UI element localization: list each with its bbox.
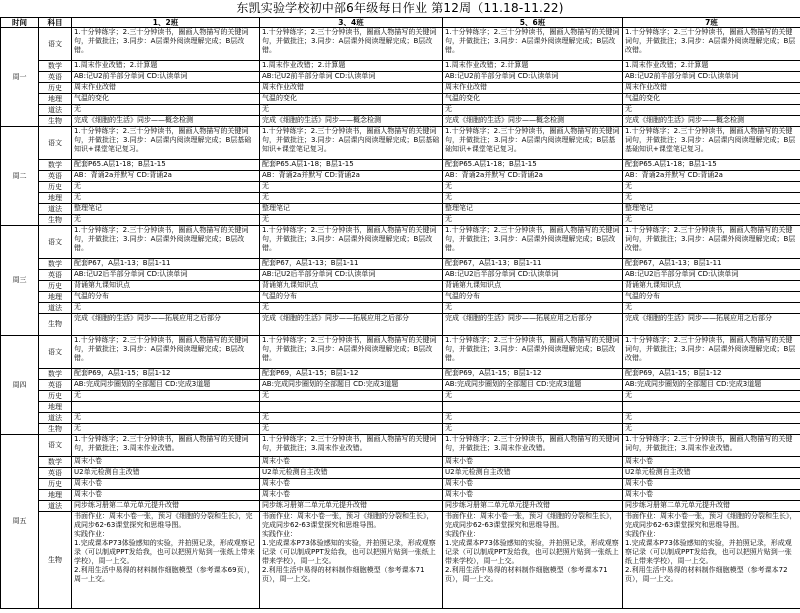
table-row [1,105,800,116]
homework-cell: 1.十分钟练字；2.三十分钟读书，圈画人物描写的关键词句，并做批注；3.周末作业改错。 [72,435,260,457]
homework-cell: 同步练习册第二单元单元提升改错 [443,501,623,512]
homework-cell: 无 [623,424,800,435]
homework-cell: 无 [623,215,800,226]
homework-cell: 气温的变化 [260,94,443,105]
table-body [1,28,800,609]
table-row [1,424,800,435]
table-row [1,116,800,127]
homework-cell: AB:完成同步圈划的全部题目 CD:完成3道题 [260,380,443,391]
homework-cell: 1.十分钟练字；2.三十分钟读书，圈画人物描写的关键词句，并做批注；3.同步：A层课外阅读理解完成；B层改错。 [72,226,260,259]
subject-label: 数学 [39,369,72,380]
homework-cell: 气温的变化 [72,94,260,105]
homework-cell: 1.十分钟练字；2.三十分钟读书，圈画人物描写的关键词句，并做批注；3.同步：A层课外阅读理解完成；B层改错。 [260,28,443,61]
homework-cell: 背诵第九课知识点 [72,281,260,292]
table-row [1,182,800,193]
homework-cell: 1.十分钟练字；2.三十分钟读书，圈画人物描写的关键词句，并做批注；3.同步：A层课外阅读理解完成；B层改错。 [443,336,623,369]
homework-cell: 1.周末作业改错；2.计算题 [623,61,800,72]
homework-cell: 背诵第九课知识点 [623,281,800,292]
subject-label: 地理 [39,402,72,413]
homework-cell: 周末小卷 [443,457,623,468]
homework-cell: 无 [260,193,443,204]
homework-cell: 周末小卷 [260,457,443,468]
table-row [1,479,800,490]
subject-label: 生物 [39,424,72,435]
table-row [1,501,800,512]
table-row [1,314,800,336]
table-row [1,292,800,303]
homework-cell: 周末作业改错 [443,83,623,94]
homework-cell: AB：背诵2a并默写 CD:背诵2a [623,171,800,182]
table-row [1,336,800,369]
homework-cell: 无 [623,391,800,402]
table-row [1,28,800,61]
table-row [1,512,800,609]
homework-cell: 配套P65.A层1-18；B层1-15 [443,160,623,171]
header-class-5-6: 5、6班 [443,18,623,28]
homework-cell: 配套P69，A层1-15；B层1-12 [72,369,260,380]
subject-label: 英语 [39,270,72,281]
homework-cell: 完成《细胞的生活》同步——概念检测 [260,116,443,127]
subject-label: 数学 [39,160,72,171]
homework-cell: 1.十分钟练字；2.三十分钟读书，圈画人物描写的关键词句，并做批注；3.同步：A层课外阅读理解完成；B层改错。 [623,336,800,369]
homework-cell: 书面作业：周末小卷一张，预习《细胞的分裂和生长》，完成同步62-63课堂探究和思维导图。 实践作业： 1.完成课本P73体验感知的实验，并拍照记录，形成观察记录（可以制成PPT发给我，也可以把照片贴到一张纸上带来学校），周一上交。 2.利用生活中易得的材料制作细胞模型（参考课本72页），周一上交。 [623,512,800,609]
homework-cell: AB:记U2后半部分单词 CD:认读单词 [623,270,800,281]
homework-cell: 无 [72,215,260,226]
homework-cell: 无 [72,391,260,402]
table-row [1,413,800,424]
header-subject: 科目 [39,18,72,28]
homework-cell: AB:完成同步圈划的全部题目 CD:完成3道题 [623,380,800,391]
homework-cell: 1.周末作业改错；2.计算题 [443,61,623,72]
homework-cell: 书面作业：周末小卷一张，预习《细胞的分裂和生长》，完成同步62-63课堂探究和思维导图。 实践作业： 1.完成课本P73体验感知的实验，并拍照记录，形成观察记录（可以制成PPT发给我，也可以把照片贴到一张纸上带来学校），周一上交。 2.利用生活中易得的材料制作细胞模型（参考课本71页），周一上交。 [443,512,623,609]
subject-label: 地理 [39,94,72,105]
homework-cell: U2单元检测自主改错 [623,468,800,479]
homework-cell: 背诵第九课知识点 [260,281,443,292]
homework-cell: 周末小卷 [72,479,260,490]
homework-cell: 无 [443,193,623,204]
homework-cell: 配套P69，A层1-15；B层1-12 [443,369,623,380]
homework-cell: 周末小卷 [260,490,443,501]
homework-cell: 配套P65.A层1-18；B层1-15 [260,160,443,171]
homework-cell: 无 [443,413,623,424]
homework-cell: 1.十分钟练字；2.三十分钟读书，圈画人物描写的关键词句，并做批注；3.同步：A层课内阅读理解完成；B层基础知识+课堂笔记复习。 [623,127,800,160]
homework-cell: 周末小卷 [623,457,800,468]
table-row [1,490,800,501]
subject-label: 道法 [39,413,72,424]
homework-cell: AB:完成同步圈划的全部题目 CD:完成3道题 [72,380,260,391]
subject-label: 道法 [39,204,72,215]
homework-cell: 无 [72,413,260,424]
header-class-3-4: 3、4班 [260,18,443,28]
homework-cell [623,402,800,413]
homework-cell: AB:记U2前半部分单词 CD:认读单词 [443,72,623,83]
table-row [1,171,800,182]
homework-cell: 配套P67，A层1-13；B层1-11 [260,259,443,270]
homework-cell: AB：背诵2a并默写 CD:背诵2a [260,171,443,182]
subject-label: 历史 [39,391,72,402]
homework-cell: 周末作业改错 [260,83,443,94]
homework-cell: U2单元检测自主改错 [443,468,623,479]
sheet-title: 东凯实验学校初中部6年级每日作业 第12周（11.18-11.22) [236,1,564,15]
homework-cell: 同步练习册第二单元单元提升改错 [623,501,800,512]
homework-cell: 整理笔记 [72,204,260,215]
subject-label: 英语 [39,171,72,182]
table-row [1,369,800,380]
table-row [1,72,800,83]
homework-cell: 整理笔记 [260,204,443,215]
homework-cell: 气温的分布 [443,292,623,303]
homework-cell: 气温的分布 [72,292,260,303]
homework-cell: 配套P67，A层1-13；B层1-11 [72,259,260,270]
subject-label: 历史 [39,182,72,193]
homework-cell: 配套P67，A层1-13；B层1-11 [623,259,800,270]
header-class-7: 7班 [623,18,800,28]
homework-cell: 无 [260,182,443,193]
homework-cell: 无 [443,182,623,193]
homework-cell: 无 [623,193,800,204]
homework-cell: 完成《细胞的生活》同步——概念检测 [623,116,800,127]
homework-cell: 1.周末作业改错；2.计算题 [72,61,260,72]
subject-label: 英语 [39,468,72,479]
table-row [1,435,800,457]
header-time: 时间 [1,18,39,28]
homework-cell: 1.十分钟练字；2.三十分钟读书，圈画人物描写的关键词句，并做批注；3.周末作业改错。 [260,435,443,457]
homework-cell: AB:记U2前半部分单词 CD:认读单词 [260,72,443,83]
day-label: 周四 [1,336,39,435]
subject-label: 数学 [39,61,72,72]
subject-label: 地理 [39,193,72,204]
homework-cell: 无 [72,303,260,314]
homework-cell: 1.十分钟练字；2.三十分钟读书，圈画人物描写的关键词句，并做批注；3.同步：A层课外阅读理解完成；B层改错。 [260,336,443,369]
subject-label: 生物 [39,314,72,336]
table-row [1,193,800,204]
homework-cell: 完成《细胞的生活》同步——概念检测 [443,116,623,127]
homework-cell: 周末小卷 [443,490,623,501]
homework-cell: 1.十分钟练字；2.三十分钟读书，圈画人物描写的关键词句，并做批注；3.周末作业改错。 [443,435,623,457]
day-label: 周五 [1,435,39,609]
table-row [1,303,800,314]
table-row [1,380,800,391]
homework-cell: 完成《细胞的生活》同步——拓展应用之后部分 [623,314,800,336]
homework-cell: 1.十分钟练字；2.三十分钟读书，圈画人物描写的关键词句，并做批注；3.同步：A层课内阅读理解完成；B层基础知识+课堂笔记复习。 [260,127,443,160]
homework-cell: 无 [260,424,443,435]
homework-cell [260,402,443,413]
homework-cell: 整理笔记 [623,204,800,215]
homework-cell: 无 [72,424,260,435]
homework-cell: 1.十分钟练字；2.三十分钟读书，圈画人物描写的关键词句，并做批注；3.同步：A层课外阅读理解完成；B层改错。 [623,226,800,259]
table-row [1,83,800,94]
homework-cell: 同步练习册第二单元单元提升改错 [260,501,443,512]
homework-cell: 1.十分钟练字；2.三十分钟读书，圈画人物描写的关键词句，并做批注；3.同步：A层课外阅读理解完成；B层改错。 [72,28,260,61]
homework-cell: 无 [623,182,800,193]
table-row [1,391,800,402]
homework-cell: 1.周末作业改错；2.计算题 [260,61,443,72]
subject-label: 地理 [39,490,72,501]
table-row [1,94,800,105]
homework-cell: 周末小卷 [260,479,443,490]
homework-cell: 背诵第九课知识点 [443,281,623,292]
homework-cell: 书面作业：周末小卷一张，预习《细胞的分裂和生长》，完成同步62-63课堂探究和思维导图。 实践作业： 1.完成课本P73体验感知的实验，并拍照记录，形成观察记录（可以制成PPT发给我，也可以把照片贴到一张纸上带来学校），周一上交。 2.利用生活中易得的材料制作细胞模型（参考课本71页），周一上交。 [260,512,443,609]
subject-label: 历史 [39,281,72,292]
subject-label: 历史 [39,479,72,490]
header-row [1,18,800,28]
homework-cell: 无 [72,182,260,193]
homework-cell: AB:完成同步圈划的全部题目 CD:完成3道题 [443,380,623,391]
subject-label: 生物 [39,116,72,127]
homework-cell: 完成《细胞的生活》同步——拓展应用之后部分 [260,314,443,336]
day-label: 周三 [1,226,39,336]
homework-cell: 完成《细胞的生活》同步——概念检测 [72,116,260,127]
table-row [1,457,800,468]
table-row [1,160,800,171]
subject-label: 语文 [39,226,72,259]
homework-cell: 1.十分钟练字；2.三十分钟读书，圈画人物描写的关键词句，并做批注；3.同步：A层课外阅读理解完成；B层改错。 [260,226,443,259]
homework-cell: 1.十分钟练字；2.三十分钟读书，圈画人物描写的关键词句，并做批注；3.同步：A层课内阅读理解完成；B层基础知识+课堂笔记复习。 [72,127,260,160]
homework-cell: 气温的分布 [260,292,443,303]
homework-cell: 无 [72,105,260,116]
subject-label: 语文 [39,127,72,160]
subject-label: 道法 [39,501,72,512]
subject-label: 英语 [39,72,72,83]
homework-cell: 无 [72,193,260,204]
homework-cell: 配套P65.A层1-18；B层1-15 [72,160,260,171]
homework-cell: 1.十分钟练字；2.三十分钟读书，圈画人物描写的关键词句，并做批注；3.周末作业改错。 [623,435,800,457]
homework-cell: 无 [260,105,443,116]
homework-cell: AB:记U2前半部分单词 CD:认读单词 [72,72,260,83]
homework-cell: 周末作业改错 [72,83,260,94]
table-row [1,215,800,226]
homework-cell [72,402,260,413]
homework-cell: 无 [443,424,623,435]
homework-cell: 无 [443,303,623,314]
homework-cell: 周末小卷 [72,490,260,501]
table-row [1,127,800,160]
homework-cell: 周末小卷 [623,479,800,490]
table-row [1,281,800,292]
homework-cell [443,402,623,413]
homework-cell: U2单元检测自主改错 [260,468,443,479]
subject-label: 生物 [39,215,72,226]
homework-cell: 无 [260,303,443,314]
homework-cell: 配套P67，A层1-13；B层1-11 [443,259,623,270]
homework-cell: AB:记U2后半部分单词 CD:认读单词 [260,270,443,281]
homework-cell: 完成《细胞的生活》同步——拓展应用之后部分 [443,314,623,336]
homework-cell: 无 [623,105,800,116]
table-row [1,204,800,215]
table-row [1,226,800,259]
homework-cell: U2单元检测自主改错 [72,468,260,479]
homework-table [0,17,800,609]
homework-cell: 无 [260,413,443,424]
homework-cell: 1.十分钟练字；2.三十分钟读书，圈画人物描写的关键词句，并做批注；3.同步：A层课外阅读理解完成；B层改错。 [72,336,260,369]
homework-cell: 气温的分布 [623,292,800,303]
homework-cell: 无 [443,391,623,402]
homework-cell: 周末小卷 [443,479,623,490]
homework-cell: 无 [623,413,800,424]
table-row [1,468,800,479]
table-row [1,402,800,413]
homework-cell: 1.十分钟练字；2.三十分钟读书，圈画人物描写的关键词句，并做批注；3.同步：A层课内阅读理解完成；B层基础知识+课堂笔记复习。 [443,127,623,160]
table-row [1,259,800,270]
homework-cell: 周末小卷 [623,490,800,501]
subject-label: 英语 [39,380,72,391]
homework-cell: 无 [260,215,443,226]
homework-cell: 无 [443,105,623,116]
subject-label: 数学 [39,457,72,468]
subject-label: 语文 [39,28,72,61]
subject-label: 语文 [39,336,72,369]
day-label: 周一 [1,28,39,127]
homework-cell: 1.十分钟练字；2.三十分钟读书，圈画人物描写的关键词句，并做批注；3.同步：A层课外阅读理解完成；B层改错。 [623,28,800,61]
homework-cell: 配套P69，A层1-15；B层1-12 [260,369,443,380]
homework-cell: AB:记U2后半部分单词 CD:认读单词 [443,270,623,281]
subject-label: 道法 [39,303,72,314]
homework-cell: AB:记U2后半部分单词 CD:认读单词 [72,270,260,281]
homework-cell: 无 [443,215,623,226]
homework-cell: 书面作业：周末小卷一张，预习《细胞的分裂和生长》，完成同步62-63课堂探究和思维导图。 实践作业： 1.完成课本P73体验感知的实验，并拍照记录，形成观察记录（可以制成PPT发给我，也可以把照片贴到一张纸上带来学校），周一上交。 2.利用生活中易得的材料制作细胞模型（参考课本69页），周一上交。 [72,512,260,609]
homework-cell: 周末作业改错 [623,83,800,94]
homework-cell: 无 [260,391,443,402]
table-row [1,270,800,281]
subject-label: 数学 [39,259,72,270]
homework-cell: AB：背诵2a并默写 CD:背诵2a [72,171,260,182]
homework-cell: 同步练习册第二单元单元提升改错 [72,501,260,512]
homework-cell: 气温的变化 [443,94,623,105]
homework-cell: 配套P69，A层1-15；B层1-12 [623,369,800,380]
homework-cell: 1.十分钟练字；2.三十分钟读书，圈画人物描写的关键词句，并做批注；3.同步：A层课外阅读理解完成；B层改错。 [443,28,623,61]
homework-cell: 完成《细胞的生活》同步——拓展应用之后部分 [72,314,260,336]
subject-label: 道法 [39,105,72,116]
subject-label: 地理 [39,292,72,303]
homework-cell: 配套P65.A层1-18；B层1-15 [623,160,800,171]
homework-cell: 无 [623,303,800,314]
subject-label: 生物 [39,512,72,609]
homework-cell: 整理笔记 [443,204,623,215]
homework-cell: AB：背诵2a并默写 CD:背诵2a [443,171,623,182]
table-row [1,61,800,72]
header-class-1-2: 1、2班 [72,18,260,28]
day-label: 周二 [1,127,39,226]
subject-label: 语文 [39,435,72,457]
homework-cell: 周末小卷 [72,457,260,468]
subject-label: 历史 [39,83,72,94]
homework-cell: 1.十分钟练字；2.三十分钟读书，圈画人物描写的关键词句，并做批注；3.同步：A层课外阅读理解完成；B层改错。 [443,226,623,259]
homework-cell: 气温的变化 [623,94,800,105]
homework-cell: AB:记U2前半部分单词 CD:认读单词 [623,72,800,83]
